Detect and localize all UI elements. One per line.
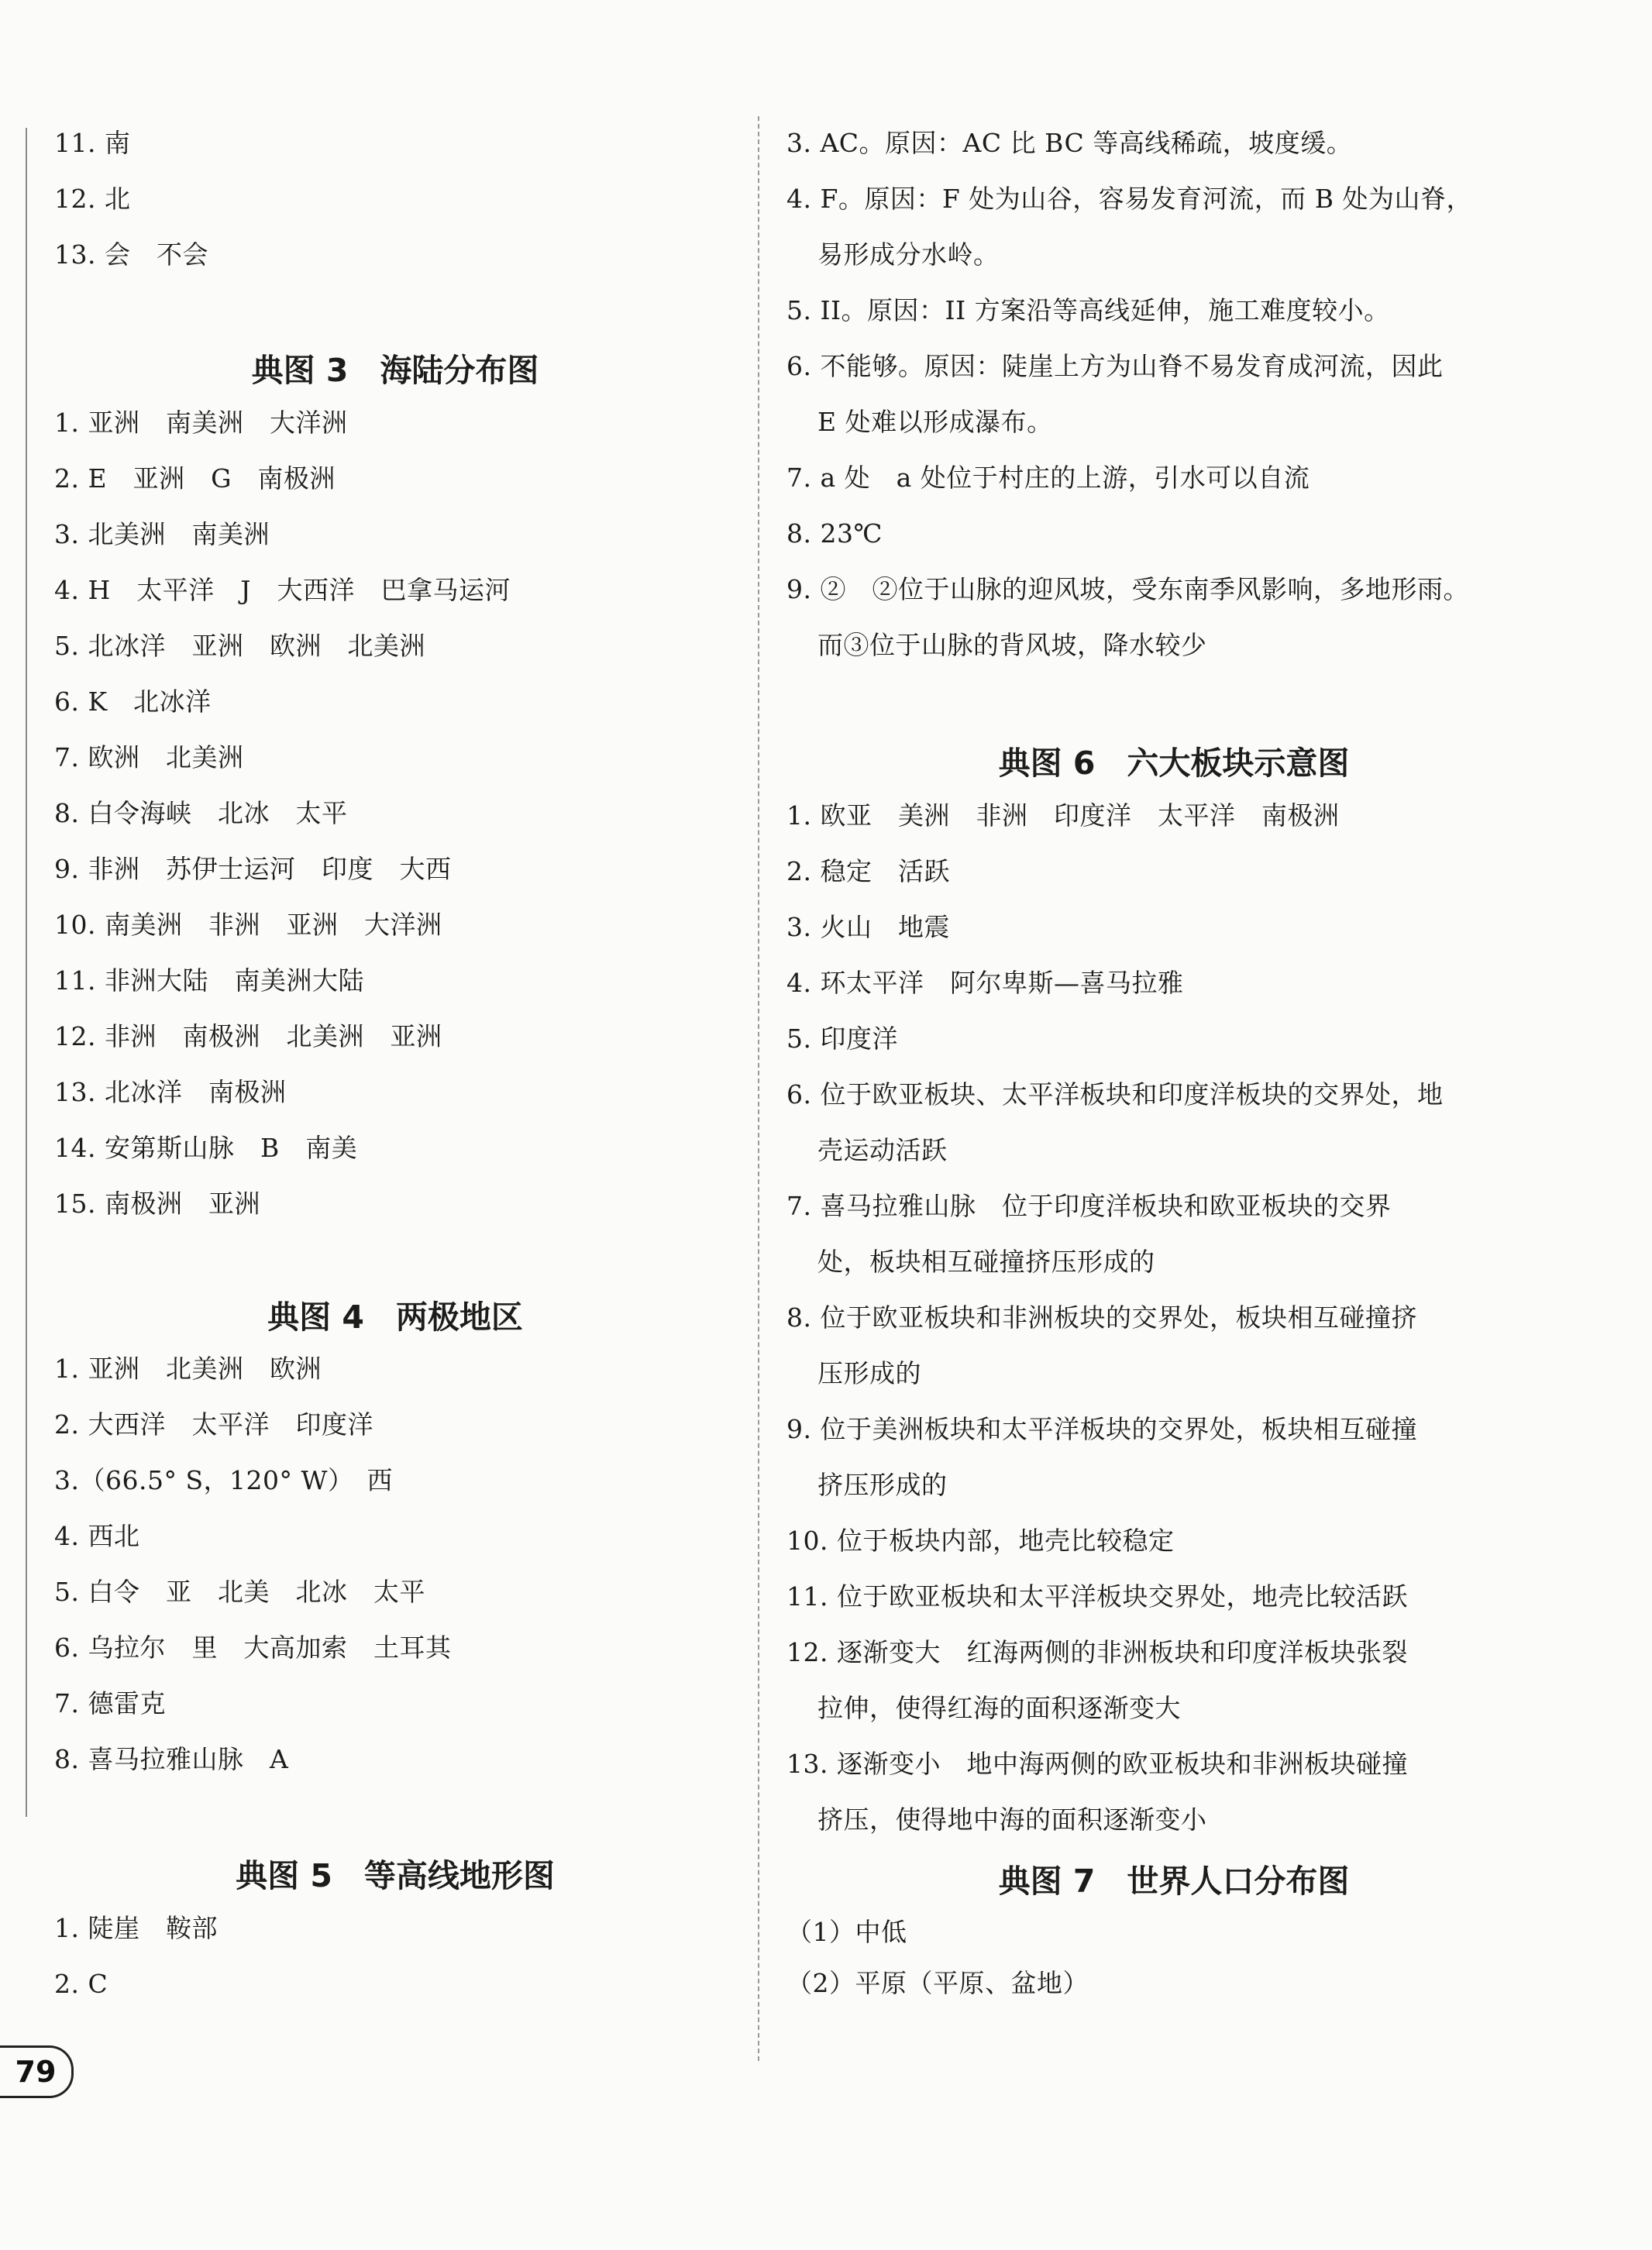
answer-item-continuation: E 处难以形成瀑布。 (817, 407, 1053, 437)
answer-item: 11. 非洲大陆 南美洲大陆 (54, 965, 364, 996)
answer-item: 1. 欧亚 美洲 非洲 印度洋 太平洋 南极洲 (786, 800, 1340, 831)
answer-item: （1）中低 (786, 1917, 907, 1947)
answer-item: 5. 印度洋 (786, 1024, 898, 1054)
answer-item: 1. 陡崖 鞍部 (54, 1913, 218, 1943)
answer-item-continuation: 挤压形成的 (817, 1470, 948, 1500)
answer-item: 4. 西北 (54, 1521, 140, 1551)
section-title-5: 典图 5 等高线地形图 (236, 1857, 555, 1894)
answer-item: 6. 不能够。原因：陡崖上方为山脊不易发育成河流，因此 (786, 351, 1444, 381)
section-title-7: 典图 7 世界人口分布图 (998, 1863, 1350, 1900)
answer-item: 13. 北冰洋 南极洲 (54, 1077, 287, 1107)
answer-item: 3.（66.5° S，120° W） 西 (54, 1465, 393, 1495)
answer-item: 11. 位于欧亚板块和太平洋板块交界处，地壳比较活跃 (786, 1581, 1408, 1612)
answer-item: 5. II。原因：II 方案沿等高线延伸，施工难度较小。 (786, 295, 1390, 325)
answer-item: 12. 非洲 南极洲 北美洲 亚洲 (54, 1021, 442, 1051)
answer-item: 4. 环太平洋 阿尔卑斯—喜马拉雅 (786, 968, 1184, 998)
answer-item: 9. 非洲 苏伊士运河 印度 大西 (54, 854, 452, 884)
section-title-3: 典图 3 海陆分布图 (251, 352, 539, 389)
answer-item: 15. 南极洲 亚洲 (54, 1189, 260, 1219)
answer-item: 7. 德雷克 (54, 1688, 166, 1718)
answer-item-continuation: 壳运动活跃 (817, 1135, 948, 1165)
answer-item: （2）平原（平原、盆地） (786, 1968, 1089, 1998)
answer-item: 7. a 处 a 处位于村庄的上游，引水可以自流 (786, 463, 1310, 493)
answer-item: 1. 亚洲 北美洲 欧洲 (54, 1354, 322, 1384)
answer-item: 14. 安第斯山脉 B 南美 (54, 1133, 358, 1163)
answer-item: 4. F。原因：F 处为山谷，容易发育河流，而 B 处为山脊， (786, 184, 1472, 214)
answer-item: 2. C (54, 1969, 108, 1999)
answer-item: 2. E 亚洲 G 南极洲 (54, 463, 336, 494)
margin-rule (26, 128, 27, 1817)
answer-item-continuation: 压形成的 (817, 1358, 921, 1388)
answer-item: 12. 北 (54, 184, 131, 214)
answer-item: 12. 逐渐变大 红海两侧的非洲板块和印度洋板块张裂 (786, 1637, 1408, 1667)
answer-item-continuation: 处，板块相互碰撞挤压形成的 (817, 1247, 1155, 1277)
answer-item: 8. 喜马拉雅山脉 A (54, 1744, 289, 1774)
answer-item: 2. 稳定 活跃 (786, 856, 950, 886)
answer-item-continuation: 易形成分水岭。 (817, 239, 1000, 270)
answer-item: 1. 亚洲 南美洲 大洋洲 (54, 408, 348, 438)
page-number: 79 (15, 2055, 57, 2089)
page-number-badge (0, 2045, 74, 2098)
answer-item: 3. AC。原因：AC 比 BC 等高线稀疏，坡度缓。 (786, 128, 1353, 158)
answer-item: 5. 白令 亚 北美 北冰 太平 (54, 1577, 425, 1607)
answer-item-continuation: 挤压，使得地中海的面积逐渐变小 (817, 1804, 1207, 1835)
section-title-4: 典图 4 两极地区 (267, 1299, 523, 1336)
answer-item: 2. 大西洋 太平洋 印度洋 (54, 1409, 373, 1440)
answer-item: 13. 逐渐变小 地中海两侧的欧亚板块和非洲板块碰撞 (786, 1749, 1408, 1779)
answer-item: 8. 白令海峡 北冰 太平 (54, 798, 348, 828)
answer-item: 10. 位于板块内部，地壳比较稳定 (786, 1526, 1175, 1556)
answer-item: 11. 南 (54, 128, 131, 158)
answer-item: 8. 位于欧亚板块和非洲板块的交界处，板块相互碰撞挤 (786, 1302, 1417, 1333)
answer-item: 10. 南美洲 非洲 亚洲 大洋洲 (54, 910, 442, 940)
answer-item: 13. 会 不会 (54, 239, 208, 270)
answer-item: 8. 23℃ (786, 518, 883, 549)
answer-item: 5. 北冰洋 亚洲 欧洲 北美洲 (54, 631, 425, 661)
answer-item-continuation: 而③位于山脉的背风坡，降水较少 (817, 630, 1207, 660)
answer-item: 3. 北美洲 南美洲 (54, 519, 270, 549)
answer-item: 3. 火山 地震 (786, 912, 950, 942)
section-title-6: 典图 6 六大板块示意图 (998, 745, 1350, 782)
answer-item: 7. 喜马拉雅山脉 位于印度洋板块和欧亚板块的交界 (786, 1191, 1392, 1221)
answer-item: 9. ② ②位于山脉的迎风坡，受东南季风影响，多地形雨。 (786, 574, 1469, 604)
answer-item: 6. K 北冰洋 (54, 686, 212, 717)
answer-item: 9. 位于美洲板块和太平洋板块的交界处，板块相互碰撞 (786, 1414, 1417, 1444)
answer-item: 7. 欧洲 北美洲 (54, 742, 244, 772)
answer-item: 4. H 太平洋 J 大西洋 巴拿马运河 (54, 575, 511, 605)
answer-item-continuation: 拉伸，使得红海的面积逐渐变大 (817, 1693, 1181, 1723)
answer-item: 6. 乌拉尔 里 大高加索 土耳其 (54, 1632, 452, 1663)
column-divider (758, 116, 759, 2061)
answer-item: 6. 位于欧亚板块、太平洋板块和印度洋板块的交界处，地 (786, 1079, 1444, 1110)
